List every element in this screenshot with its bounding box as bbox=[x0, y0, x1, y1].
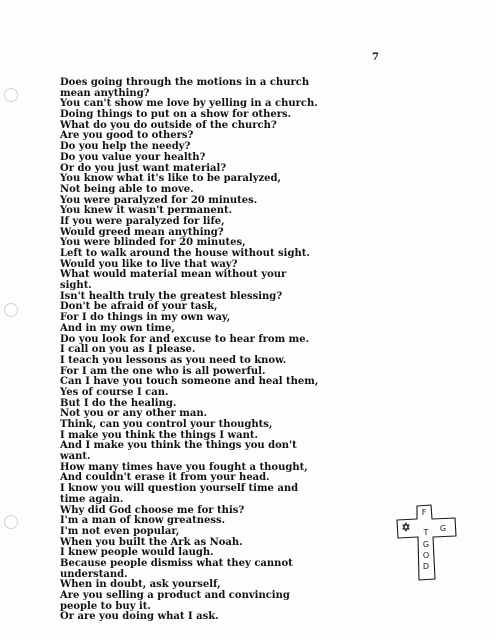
text-line: You knew it wasn't permanent. bbox=[60, 205, 233, 217]
text-line: I teach you lessons as you need to know. bbox=[60, 354, 287, 366]
text-line: time again. bbox=[60, 493, 124, 505]
text-line: Would you like to live that way? bbox=[60, 258, 238, 270]
cross-signature-drawing bbox=[395, 503, 459, 581]
text-line: Does going through the motions in a church bbox=[60, 77, 310, 88]
text-line: But I do the healing. bbox=[60, 397, 177, 409]
binder-hole bbox=[4, 515, 18, 529]
text-line: Think, can you control your thoughts, bbox=[60, 419, 273, 430]
text-line: You know what it's like to be paralyzed, bbox=[60, 173, 282, 185]
text-line: Do you value your health? bbox=[60, 151, 206, 163]
text-line: What do you do outside of the church? bbox=[60, 119, 277, 131]
text-line: sight. bbox=[60, 280, 92, 292]
binder-hole bbox=[4, 88, 18, 102]
text-line: For I am the one who is all powerful. bbox=[60, 365, 266, 377]
text-line: understand. bbox=[60, 568, 128, 580]
text-line: I call on you as I please. bbox=[60, 344, 196, 356]
text-line: people to buy it. bbox=[60, 600, 151, 612]
text-line: Are you good to others? bbox=[60, 130, 194, 142]
svg-text:G: G bbox=[422, 540, 430, 549]
text-line: Not you or any other man. bbox=[60, 408, 208, 420]
text-line: And I make you think the things you don't bbox=[60, 440, 297, 452]
svg-text:T: T bbox=[423, 528, 429, 537]
text-line: Or do you just want material? bbox=[60, 162, 227, 174]
text-line: For I do things in my own way, bbox=[60, 312, 231, 324]
page-number: 7 bbox=[372, 52, 379, 63]
text-line: You were paralyzed for 20 minutes. bbox=[60, 194, 258, 206]
text-line: I'm not even popular, bbox=[60, 525, 180, 537]
text-line: Because people dismiss what they cannot bbox=[60, 557, 293, 569]
poem-text bbox=[60, 78, 420, 623]
text-line: Left to walk around the house without sight. bbox=[60, 248, 310, 259]
text-line: Why did God choose me for this? bbox=[60, 504, 245, 516]
text-line: Not being able to move. bbox=[60, 183, 194, 195]
text-line: Don't be afraid of your task, bbox=[60, 301, 218, 313]
text-line: You were blinded for 20 minutes, bbox=[60, 237, 246, 249]
text-line: When you built the Ark as Noah. bbox=[60, 536, 243, 548]
text-line: And in my own time, bbox=[60, 322, 175, 334]
text-line: Would greed mean anything? bbox=[60, 226, 224, 238]
text-line: Do you help the needy? bbox=[60, 141, 191, 153]
text-line: Yes of course I can. bbox=[60, 386, 169, 398]
svg-text:D: D bbox=[422, 562, 430, 571]
text-line: How many times have you fought a thought, bbox=[60, 461, 308, 473]
text-line: If you were paralyzed for life, bbox=[60, 215, 225, 227]
svg-text:G: G bbox=[439, 524, 447, 533]
text-line: want. bbox=[60, 451, 91, 463]
svg-text:F: F bbox=[421, 508, 427, 517]
text-line: mean anything? bbox=[60, 87, 150, 99]
text-line: Isn't health truly the greatest blessing? bbox=[60, 290, 283, 302]
text-line: Doing things to put on a show for others. bbox=[60, 109, 292, 121]
text-line: You can't show me love by yelling in a church. bbox=[60, 98, 318, 110]
svg-text:O: O bbox=[422, 551, 430, 560]
text-line: When in doubt, ask yourself, bbox=[60, 579, 221, 591]
text-line: I know you will question yourself time and bbox=[60, 483, 299, 495]
text-line: I knew people would laugh. bbox=[60, 547, 214, 559]
text-line: I'm a man of know greatness. bbox=[60, 515, 226, 527]
text-line: Are you selling a product and convincing bbox=[60, 590, 290, 601]
text-line: What would material mean without your bbox=[60, 269, 287, 281]
text-line: Or are you doing what I ask. bbox=[60, 611, 219, 623]
binder-hole bbox=[4, 303, 18, 317]
text-line: I make you think the things I want. bbox=[60, 429, 259, 441]
text-line: Can I have you touch someone and heal them, bbox=[60, 376, 319, 388]
text-line: And couldn't erase it from your head. bbox=[60, 472, 270, 484]
text-line: Do you look for and excuse to hear from me. bbox=[60, 333, 310, 345]
